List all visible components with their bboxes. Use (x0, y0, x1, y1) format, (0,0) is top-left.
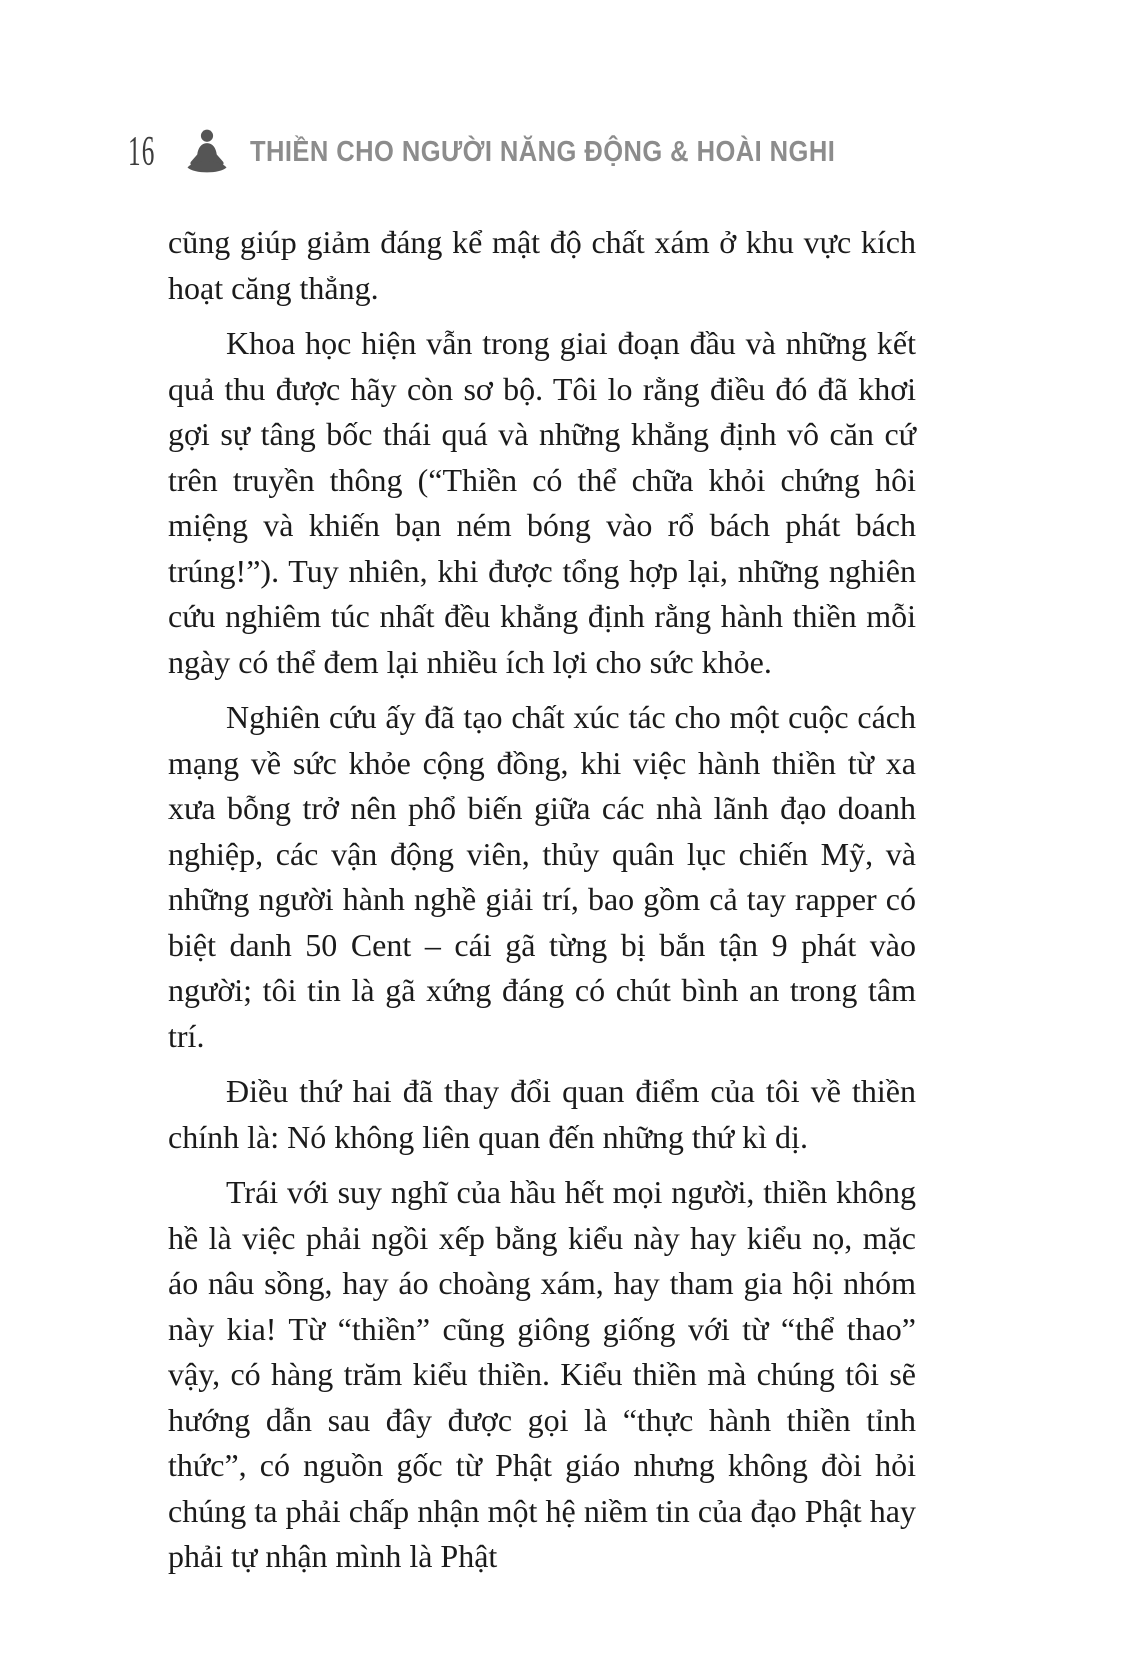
paragraph: Khoa học hiện vẫn trong giai đoạn đầu và những kết quả thu được hãy còn sơ bộ. Tôi lo rằng điều đó đã khơi gợi sự tâng bốc thái quá và những khẳng định vô căn cứ trên truyền thông (“Thiền có thể chữa khỏi chứng hôi miệng và khiến bạn ném bóng vào rổ bách phát bách trúng!”). Tuy nhiên, khi được tổng hợp lại, những nghiên cứu nghiêm túc nhất đều khẳng định rằng hành thiền mỗi ngày có thể đem lại nhiều ích lợi cho sức khỏe. (168, 325, 916, 680)
running-head-title: THIỀN CHO NGƯỜI NĂNG ĐỘNG & HOÀI NGHI (250, 135, 836, 168)
paragraph: Điều thứ hai đã thay đổi quan điểm của tôi về thiền chính là: Nó không liên quan đến những thứ kì dị. (168, 1073, 916, 1155)
page-header (128, 126, 915, 178)
paragraph: Nghiên cứu ấy đã tạo chất xúc tác cho một cuộc cách mạng về sức khỏe cộng đồng, khi việc hành thiền từ xa xưa bỗng trở nên phổ biến giữa các nhà lãnh đạo doanh nghiệp, các vận động viên, thủy quân lục chiến Mỹ, và những người hành nghề giải trí, bao gồm cả tay rapper có biệt danh 50 Cent – cái gã từng bị bắn tận 9 phát vào người; tôi tin là gã xứng đáng có chút bình an trong tâm trí. (168, 699, 916, 1054)
paragraph-continuation: cũng giúp giảm đáng kể mật độ chất xám ở khu vực kích hoạt căng thẳng. (168, 224, 916, 306)
paragraph: Trái với suy nghĩ của hầu hết mọi người, thiền không hề là việc phải ngồi xếp bằng kiểu này hay kiểu nọ, mặc áo nâu sồng, hay áo choàng xám, hay tham gia hội nhóm này kia! Từ “thiền” cũng giông giống với từ “thể thao” vậy, có hàng trăm kiểu thiền. Kiểu thiền mà chúng tôi sẽ hướng dẫn sau đây được gọi là “thực hành thiền tỉnh thức”, có nguồn gốc từ Phật giáo nhưng không đòi hỏi chúng ta phải chấp nhận một hệ niềm tin của đạo Phật hay phải tự nhận mình là Phật (168, 1174, 916, 1574)
body-text-block (168, 220, 916, 1590)
page-number: 16 (128, 129, 156, 175)
meditation-lotus-icon (180, 128, 234, 176)
